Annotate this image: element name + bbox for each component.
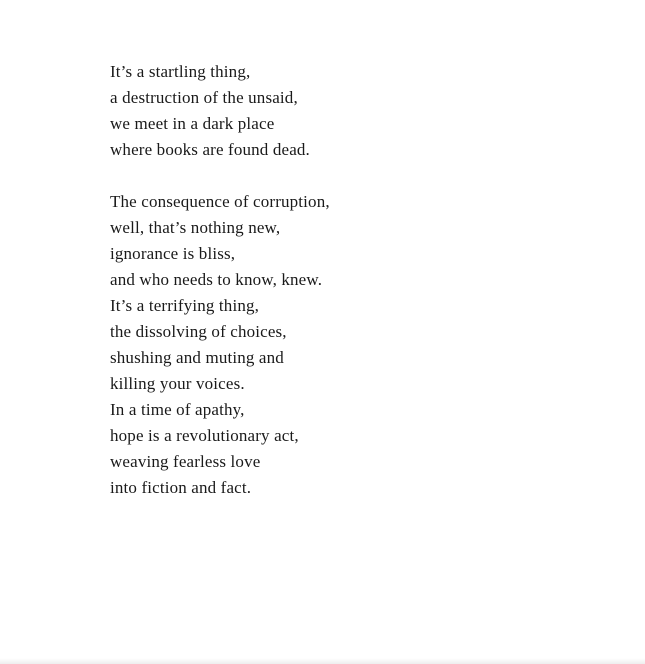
poem-line: hope is a revolutionary act, <box>110 426 299 445</box>
poem-line: weaving fearless love <box>110 452 261 471</box>
poem-stanza-2 <box>110 189 530 501</box>
poem <box>110 59 530 501</box>
poem-line: where books are found dead. <box>110 140 310 159</box>
poem-line: It’s a startling thing, <box>110 62 251 81</box>
poem-line: ignorance is bliss, <box>110 244 236 263</box>
poem-line: In a time of apathy, <box>110 400 245 419</box>
poem-line: It’s a terrifying thing, <box>110 296 260 315</box>
poem-line: the dissolving of choices, <box>110 322 287 341</box>
poem-line: killing your voices. <box>110 374 245 393</box>
poem-line: and who needs to know, knew. <box>110 270 323 289</box>
poem-line: a destruction of the unsaid, <box>110 88 298 107</box>
poem-line: well, that’s nothing new, <box>110 218 281 237</box>
poem-line: into fiction and fact. <box>110 478 252 497</box>
poem-line: The consequence of corruption, <box>110 192 330 211</box>
poem-line: we meet in a dark place <box>110 114 275 133</box>
poem-stanza-1 <box>110 59 530 163</box>
page-bottom-edge <box>0 658 645 664</box>
poem-line: shushing and muting and <box>110 348 284 367</box>
